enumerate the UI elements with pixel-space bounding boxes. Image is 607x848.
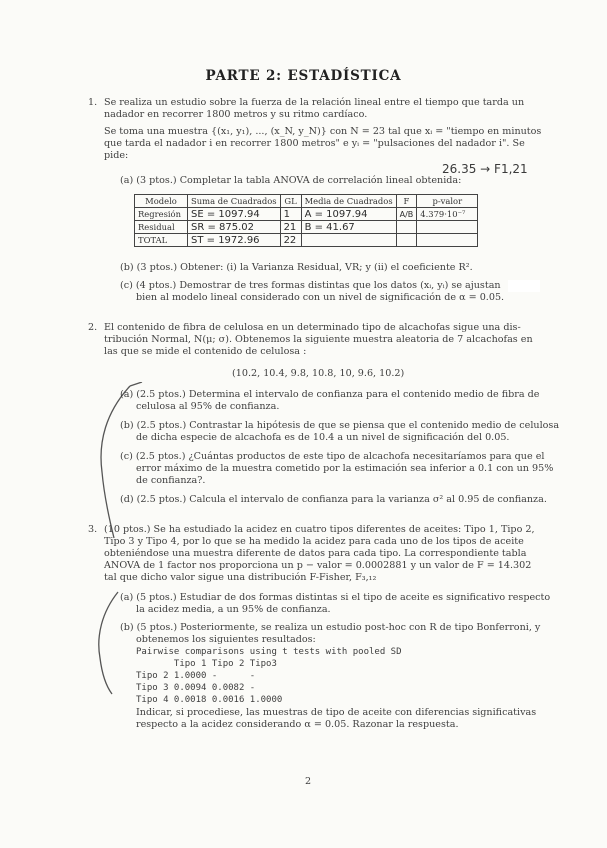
q1-line-2: nadador en recorrer 1800 metros y su ritmo cardíaco. (104, 109, 368, 120)
header-cell: GL (280, 195, 301, 208)
q2-sample: (10.2, 10.4, 9.8, 10.8, 10, 9.6, 10.2) (232, 368, 405, 379)
q2-item-b-line-1: (b) (2.5 ptos.) Contrastar la hipótesis de que se piensa que el contenido medio de celulosa (120, 420, 560, 431)
q2-item-c-line-2: error máximo de la muestra cometido por la estimación sea inferior a 0.1 con un 95% (136, 463, 554, 474)
table-cell (301, 234, 396, 247)
table-cell: 4.379·10⁻⁷ (417, 208, 478, 221)
q2-item-a-line-2: celulosa al 95% de confianza. (136, 401, 280, 412)
q2-item-d: (d) (2.5 ptos.) Calcula el intervalo de confianza para la varianza σ² al 0.95 de confianza. (120, 494, 547, 505)
table-cell: Regresión (135, 208, 188, 221)
code-line: Tipo 2 1.0000 - - (136, 671, 256, 681)
table-cell: 1 (280, 208, 301, 221)
q2-item-b-line-2: de dicha especie de alcachofa es de 10.4 a un nivel de significación del 0.05. (136, 432, 510, 443)
table-row (135, 221, 478, 234)
q2-line-2: tribución Normal, N(μ; σ). Obtenemos la siguiente muestra aleatoria de 7 alcachofas en (104, 334, 533, 345)
handwritten-annotation: 26.35 → F1,21 (442, 162, 528, 176)
q3-item-b-line-3: Indicar, si procediese, las muestras de tipo de aceite con diferencias significativas (136, 707, 537, 718)
q3-item-b-line-2: obtenemos los siguientes resultados: (136, 634, 316, 645)
q1-line-3: Se toma una muestra {(x₁, y₁), ..., (x_N, y_N)} con N = 23 tal que xᵢ = "tiempo en minutos (104, 126, 542, 137)
table-cell: A = 1097.94 (301, 208, 396, 221)
q1-item-c-line-2: bien al modelo lineal considerado con un nivel de significación de α = 0.05. (136, 292, 505, 303)
header-cell: Suma de Cuadrados (188, 195, 281, 208)
q1-line-4: que tarda el nadador i en recorrer 1800 metros" e yᵢ = "pulsaciones del nadador i". Se (104, 138, 525, 149)
q2-line-3: las que se mide el contenido de celulosa : (104, 346, 307, 357)
q3-item-b-line-4: respecto a la acidez considerando α = 0.05. Razonar la respuesta. (136, 719, 459, 730)
q2-item-a-line-1: (a) (2.5 ptos.) Determina el intervalo de confianza para el contenido medio de fibra de (120, 389, 540, 400)
q1-line-5: pide: (104, 150, 129, 161)
q3-item-a-line-2: la acidez media, a un 95% de confianza. (136, 604, 331, 615)
q3-item-b-line-1: (b) (5 ptos.) Posteriormente, se realiza un estudio post-hoc con R de tipo Bonferroni, y (120, 622, 541, 633)
table-cell: B = 41.67 (301, 221, 396, 234)
table-row (135, 208, 478, 221)
page-number: 2 (305, 776, 312, 787)
code-line: Pairwise comparisons using t tests with pooled SD (136, 647, 402, 657)
table-cell (396, 234, 417, 247)
q2-number: 2. (88, 322, 98, 333)
q3-item-a-line-1: (a) (5 ptos.) Estudiar de dos formas distintas si el tipo de aceite es significativo respecto (120, 592, 551, 603)
q3-line-2: Tipo 3 y Tipo 4, por lo que se ha medido la acidez para cada uno de los tipos de aceite (104, 536, 524, 547)
table-cell: Residual (135, 221, 188, 234)
table-cell: TOTAL (135, 234, 188, 247)
code-line: Tipo 4 0.0018 0.0016 1.0000 (136, 695, 283, 705)
q1-line-1: Se realiza un estudio sobre la fuerza de la relación lineal entre el tiempo que tarda un (104, 97, 525, 108)
handwritten-bracket (88, 588, 128, 698)
table-cell: 21 (280, 221, 301, 234)
q2-item-c-line-1: (c) (2.5 ptos.) ¿Cuántas productos de este tipo de alcachofa necesitaríamos para que el (120, 451, 545, 462)
table-cell: SE = 1097.94 (188, 208, 281, 221)
table-row (135, 234, 478, 247)
page-title: PARTE 2: ESTADÍSTICA (205, 68, 402, 84)
header-cell: Modelo (135, 195, 188, 208)
table-cell: ST = 1972.96 (188, 234, 281, 247)
q3-line-3: obteniéndose una muestra diferente de datos para cada tipo. La correspondiente tabla (104, 548, 527, 559)
table-cell: 22 (280, 234, 301, 247)
q1-item-c-line-1: (c) (4 ptos.) Demostrar de tres formas distintas que los datos (xᵢ, yᵢ) se ajustan (120, 280, 501, 291)
q3-line-1: (10 ptos.) Se ha estudiado la acidez en cuatro tipos diferentes de aceites: Tipo 1, Tipo 2, (104, 524, 535, 535)
table-cell (417, 221, 478, 234)
code-line: Tipo 3 0.0094 0.0082 - (136, 683, 256, 693)
header-cell: p-valor (417, 195, 478, 208)
redaction-patch (508, 280, 540, 292)
q3-number: 3. (88, 524, 98, 535)
table-cell: SR = 875.02 (188, 221, 281, 234)
header-cell: Media de Cuadrados (301, 195, 396, 208)
q3-line-4: ANOVA de 1 factor nos proporciona un p − valor = 0.0002881 y un valor de F = 14.302 (104, 560, 532, 571)
table-cell (417, 234, 478, 247)
q2-item-c-line-3: de confianza?. (136, 475, 206, 486)
anova-table (134, 194, 478, 247)
header-cell: F (396, 195, 417, 208)
q1-item-a: (a) (3 ptos.) Completar la tabla ANOVA de correlación lineal obtenida: (120, 175, 462, 186)
table-header-row (135, 195, 478, 208)
table-cell: A/B (396, 208, 417, 221)
table-cell (396, 221, 417, 234)
code-line: Tipo 1 Tipo 2 Tipo3 (136, 659, 277, 669)
q3-line-5: tal que dicho valor sigue una distribución F-Fisher, F₃,₁₂ (104, 572, 377, 583)
q1-item-b: (b) (3 ptos.) Obtener: (i) la Varianza Residual, VR; y (ii) el coeficiente R². (120, 262, 473, 273)
q2-line-1: El contenido de fibra de celulosa en un determinado tipo de alcachofas sigue una dis- (104, 322, 521, 333)
q1-number: 1. (88, 97, 98, 108)
